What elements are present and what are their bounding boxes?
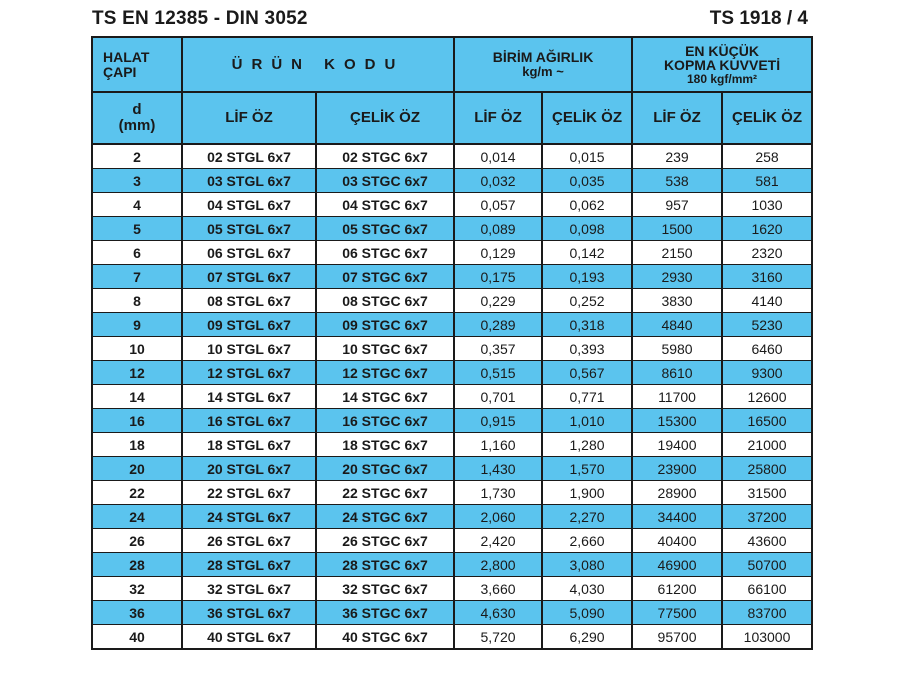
weight-celik-oz-cell: 2,660 [542,529,632,553]
code-celik-oz-cell: 32 STGC 6x7 [316,577,454,601]
table-row [92,337,812,361]
kopma-line1: EN KÜÇÜK [685,42,759,59]
code-lif-oz-header: LİF ÖZ [182,92,316,144]
weight-celik-oz-cell: 1,900 [542,481,632,505]
force-celik-oz-cell: 21000 [722,433,812,457]
urun-kodu-header: ÜRÜN KODU [182,37,454,92]
diameter-cell: 18 [92,433,182,457]
table-row [92,144,812,169]
code-celik-oz-cell: 04 STGC 6x7 [316,193,454,217]
code-lif-oz-cell: 12 STGL 6x7 [182,361,316,385]
weight-lif-oz-cell: 0,129 [454,241,542,265]
code-celik-oz-cell: 09 STGC 6x7 [316,313,454,337]
code-lif-oz-cell: 36 STGL 6x7 [182,601,316,625]
code-lif-oz-cell: 20 STGL 6x7 [182,457,316,481]
code-lif-oz-cell: 28 STGL 6x7 [182,553,316,577]
table-row [92,193,812,217]
diameter-cell: 9 [92,313,182,337]
code-lif-oz-cell: 18 STGL 6x7 [182,433,316,457]
weight-lif-oz-cell: 0,032 [454,169,542,193]
force-celik-oz-cell: 4140 [722,289,812,313]
weight-celik-oz-cell: 1,570 [542,457,632,481]
standard-code: TS 1918 / 4 [709,8,808,29]
diameter-cell: 3 [92,169,182,193]
force-celik-oz-cell: 50700 [722,553,812,577]
weight-lif-oz-cell: 0,357 [454,337,542,361]
code-celik-oz-cell: 22 STGC 6x7 [316,481,454,505]
halat-capi-header [92,37,182,92]
code-lif-oz-cell: 05 STGL 6x7 [182,217,316,241]
force-lif-oz-cell: 1500 [632,217,722,241]
code-lif-oz-cell: 10 STGL 6x7 [182,337,316,361]
birim-unit: kg/m ~ [522,64,564,80]
code-lif-oz-cell: 03 STGL 6x7 [182,169,316,193]
force-celik-oz-cell: 66100 [722,577,812,601]
force-celik-oz-cell: 12600 [722,385,812,409]
table-row [92,505,812,529]
table-row [92,553,812,577]
weight-celik-oz-cell: 0,035 [542,169,632,193]
force-lif-oz-cell: 957 [632,193,722,217]
force-lif-oz-cell: 19400 [632,433,722,457]
weight-celik-oz-cell: 0,252 [542,289,632,313]
force-celik-oz-cell: 103000 [722,625,812,650]
diameter-cell: 36 [92,601,182,625]
weight-lif-oz-cell: 0,289 [454,313,542,337]
code-celik-oz-cell: 07 STGC 6x7 [316,265,454,289]
kopma-kuvveti-header [632,37,812,92]
code-celik-oz-cell: 02 STGC 6x7 [316,144,454,169]
table-row [92,217,812,241]
force-lif-oz-cell: 3830 [632,289,722,313]
weight-celik-oz-cell: 0,062 [542,193,632,217]
weight-celik-oz-cell: 4,030 [542,577,632,601]
diameter-cell: 2 [92,144,182,169]
code-celik-oz-cell: 20 STGC 6x7 [316,457,454,481]
table-row [92,169,812,193]
weight-lif-oz-cell: 0,229 [454,289,542,313]
diameter-cell: 6 [92,241,182,265]
code-celik-oz-cell: 28 STGC 6x7 [316,553,454,577]
diameter-cell: 10 [92,337,182,361]
table-row [92,385,812,409]
weight-lif-oz-cell: 0,057 [454,193,542,217]
table-row [92,529,812,553]
diameter-cell: 32 [92,577,182,601]
force-celik-oz-cell: 581 [722,169,812,193]
table-row [92,457,812,481]
force-lif-oz-cell: 239 [632,144,722,169]
code-lif-oz-cell: 16 STGL 6x7 [182,409,316,433]
diameter-cell: 24 [92,505,182,529]
weight-celik-oz-cell: 5,090 [542,601,632,625]
code-celik-oz-cell: 08 STGC 6x7 [316,289,454,313]
code-celik-oz-header: ÇELİK ÖZ [316,92,454,144]
force-celik-oz-cell: 3160 [722,265,812,289]
weight-lif-oz-cell: 5,720 [454,625,542,650]
code-celik-oz-cell: 16 STGC 6x7 [316,409,454,433]
force-lif-oz-cell: 34400 [632,505,722,529]
weight-lif-oz-cell: 2,800 [454,553,542,577]
code-lif-oz-cell: 22 STGL 6x7 [182,481,316,505]
force-lif-oz-cell: 5980 [632,337,722,361]
diameter-cell: 28 [92,553,182,577]
weight-celik-oz-cell: 0,142 [542,241,632,265]
force-lif-oz-cell: 4840 [632,313,722,337]
force-celik-oz-cell: 6460 [722,337,812,361]
diameter-cell: 7 [92,265,182,289]
force-lif-oz-cell: 77500 [632,601,722,625]
code-celik-oz-cell: 18 STGC 6x7 [316,433,454,457]
table-row [92,241,812,265]
force-lif-oz-cell: 538 [632,169,722,193]
weight-celik-oz-cell: 3,080 [542,553,632,577]
weight-celik-oz-cell: 0,015 [542,144,632,169]
code-celik-oz-cell: 06 STGC 6x7 [316,241,454,265]
code-lif-oz-cell: 02 STGL 6x7 [182,144,316,169]
table-row [92,265,812,289]
code-lif-oz-cell: 06 STGL 6x7 [182,241,316,265]
table-row [92,361,812,385]
force-lif-oz-cell: 11700 [632,385,722,409]
weight-lif-oz-cell: 0,089 [454,217,542,241]
weight-celik-oz-cell: 2,270 [542,505,632,529]
table-row [92,289,812,313]
halat-line1: HALAT [103,48,150,65]
table-row [92,313,812,337]
weight-lif-oz-cell: 2,060 [454,505,542,529]
code-celik-oz-cell: 40 STGC 6x7 [316,625,454,650]
weight-lif-oz-cell: 0,915 [454,409,542,433]
force-lif-oz-cell: 8610 [632,361,722,385]
code-lif-oz-cell: 24 STGL 6x7 [182,505,316,529]
force-celik-oz-cell: 25800 [722,457,812,481]
halat-line2: ÇAPI [103,63,137,80]
code-celik-oz-cell: 12 STGC 6x7 [316,361,454,385]
diameter-cell: 4 [92,193,182,217]
force-lif-oz-cell: 2930 [632,265,722,289]
force-celik-oz-cell: 43600 [722,529,812,553]
weight-lif-oz-header: LİF ÖZ [454,92,542,144]
force-lif-oz-header: LİF ÖZ [632,92,722,144]
spec-table-body [92,144,812,649]
force-celik-oz-cell: 1620 [722,217,812,241]
code-lif-oz-cell: 07 STGL 6x7 [182,265,316,289]
weight-celik-oz-cell: 0,771 [542,385,632,409]
code-lif-oz-cell: 09 STGL 6x7 [182,313,316,337]
force-celik-oz-cell: 16500 [722,409,812,433]
force-celik-oz-cell: 5230 [722,313,812,337]
code-celik-oz-cell: 26 STGC 6x7 [316,529,454,553]
code-celik-oz-cell: 14 STGC 6x7 [316,385,454,409]
diameter-unit-header [92,92,182,144]
weight-celik-oz-cell: 6,290 [542,625,632,650]
force-celik-oz-cell: 1030 [722,193,812,217]
code-celik-oz-cell: 36 STGC 6x7 [316,601,454,625]
weight-lif-oz-cell: 0,014 [454,144,542,169]
diameter-cell: 16 [92,409,182,433]
kopma-unit: 180 kgf/mm² [687,71,758,86]
weight-celik-oz-cell: 0,318 [542,313,632,337]
weight-celik-oz-cell: 0,193 [542,265,632,289]
table-row [92,625,812,650]
code-lif-oz-cell: 40 STGL 6x7 [182,625,316,650]
weight-lif-oz-cell: 1,430 [454,457,542,481]
rope-spec-table [91,36,813,650]
diameter-cell: 22 [92,481,182,505]
weight-lif-oz-cell: 1,160 [454,433,542,457]
table-row [92,409,812,433]
code-celik-oz-cell: 05 STGC 6x7 [316,217,454,241]
weight-celik-oz-cell: 0,567 [542,361,632,385]
diameter-cell: 40 [92,625,182,650]
code-lif-oz-cell: 32 STGL 6x7 [182,577,316,601]
table-row [92,481,812,505]
weight-celik-oz-cell: 0,393 [542,337,632,361]
diameter-cell: 12 [92,361,182,385]
code-celik-oz-cell: 10 STGC 6x7 [316,337,454,361]
weight-lif-oz-cell: 0,701 [454,385,542,409]
weight-celik-oz-cell: 1,280 [542,433,632,457]
diameter-cell: 5 [92,217,182,241]
standard-title: TS EN 12385 - DIN 3052 [92,8,308,29]
force-lif-oz-cell: 2150 [632,241,722,265]
weight-lif-oz-cell: 3,660 [454,577,542,601]
birim-line1: BİRİM AĞIRLIK [492,49,594,66]
force-lif-oz-cell: 46900 [632,553,722,577]
force-celik-oz-cell: 37200 [722,505,812,529]
force-lif-oz-cell: 28900 [632,481,722,505]
weight-lif-oz-cell: 2,420 [454,529,542,553]
diameter-cell: 8 [92,289,182,313]
force-lif-oz-cell: 23900 [632,457,722,481]
force-lif-oz-cell: 40400 [632,529,722,553]
force-celik-oz-header: ÇELİK ÖZ [722,92,812,144]
weight-lif-oz-cell: 0,515 [454,361,542,385]
force-celik-oz-cell: 9300 [722,361,812,385]
diameter-cell: 26 [92,529,182,553]
code-celik-oz-cell: 24 STGC 6x7 [316,505,454,529]
diameter-cell: 20 [92,457,182,481]
table-row [92,601,812,625]
kopma-line2: KOPMA KUVVETİ [663,57,781,74]
force-celik-oz-cell: 31500 [722,481,812,505]
force-lif-oz-cell: 15300 [632,409,722,433]
d-line1: d [132,101,142,119]
weight-celik-oz-cell: 0,098 [542,217,632,241]
code-lif-oz-cell: 08 STGL 6x7 [182,289,316,313]
d-line2: (mm) [118,117,156,134]
weight-lif-oz-cell: 1,730 [454,481,542,505]
weight-lif-oz-cell: 0,175 [454,265,542,289]
force-celik-oz-cell: 83700 [722,601,812,625]
code-celik-oz-cell: 03 STGC 6x7 [316,169,454,193]
code-lif-oz-cell: 14 STGL 6x7 [182,385,316,409]
diameter-cell: 14 [92,385,182,409]
force-celik-oz-cell: 2320 [722,241,812,265]
code-lif-oz-cell: 04 STGL 6x7 [182,193,316,217]
force-lif-oz-cell: 95700 [632,625,722,650]
table-row [92,577,812,601]
table-row [92,433,812,457]
weight-lif-oz-cell: 4,630 [454,601,542,625]
weight-celik-oz-cell: 1,010 [542,409,632,433]
force-celik-oz-cell: 258 [722,144,812,169]
weight-celik-oz-header: ÇELİK ÖZ [542,92,632,144]
force-lif-oz-cell: 61200 [632,577,722,601]
code-lif-oz-cell: 26 STGL 6x7 [182,529,316,553]
birim-agirlik-header [454,37,632,92]
